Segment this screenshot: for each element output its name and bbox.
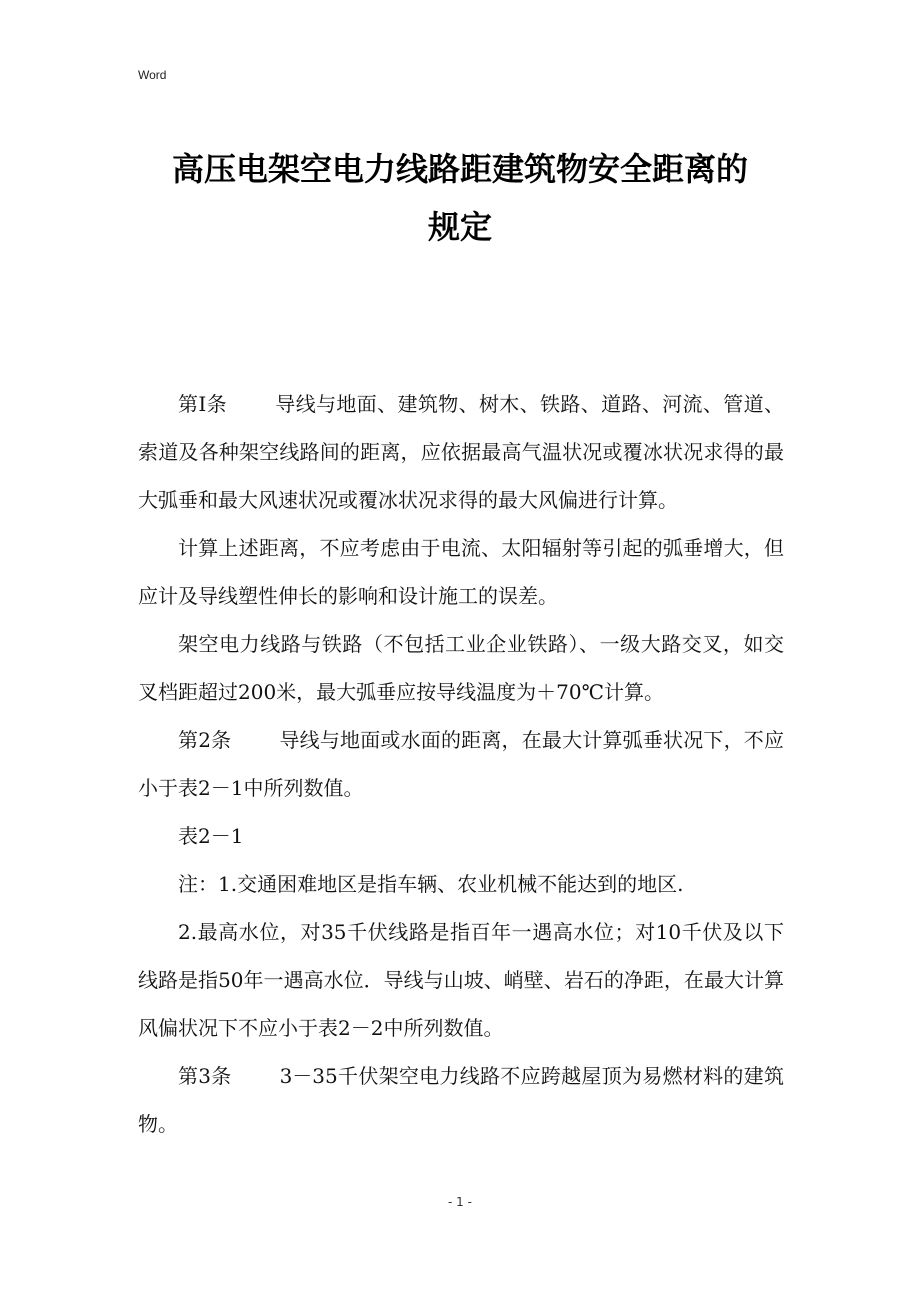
- document-title: [100, 140, 820, 256]
- paragraph-text: 表2－1: [178, 824, 244, 848]
- paragraph-article-3: [138, 1052, 784, 1148]
- paragraph-text: 导线与地面或水面的距离，在最大计算弧垂状况下，不应小于表2－1中所列数值。: [138, 728, 784, 800]
- paragraph-text: 3－35千伏架空电力线路不应跨越屋顶为易燃材料的建筑物。: [138, 1064, 784, 1136]
- header-label: Word: [138, 68, 167, 82]
- table-caption: [138, 812, 784, 860]
- paragraph-text: 2.最高水位，对35千伏线路是指百年一遇高水位；对10千伏及以下线路是指50年一遇高水位．导线与山坡、峭壁、岩石的净距，在最大计算风偏状况下不应小于表2－2中所列数值。: [138, 920, 784, 1040]
- article-number: 第Ⅰ条: [178, 392, 227, 416]
- document-body: [138, 380, 784, 1148]
- paragraph: [138, 620, 784, 716]
- note-paragraph: [138, 908, 784, 1052]
- paragraph-text: 导线与地面、建筑物、树木、铁路、道路、河流、管道、索道及各种架空线路间的距离，应依据最高气温状况或覆冰状况求得的最大弧垂和最大风速状况或覆冰状况求得的最大风偏进行计算。: [138, 392, 784, 512]
- paragraph-text: 计算上述距离，不应考虑由于电流、太阳辐射等引起的弧垂增大，但应计及导线塑性伸长的影响和设计施工的误差。: [138, 536, 784, 608]
- note-paragraph: [138, 860, 784, 908]
- article-number: 第2条: [178, 728, 232, 752]
- paragraph-article-2: [138, 716, 784, 812]
- article-number: 第3条: [178, 1064, 232, 1088]
- paragraph-text: 架空电力线路与铁路（不包括工业企业铁路）、一级大路交叉，如交叉档距超过200米，最大弧垂应按导线温度为＋70℃计算。: [138, 632, 784, 704]
- paragraph-article-1: [138, 380, 784, 524]
- title-line-2: 规定: [427, 208, 492, 246]
- page-number: - 1 -: [448, 1195, 472, 1209]
- paragraph: [138, 524, 784, 620]
- paragraph-text: 注：1.交通困难地区是指车辆、农业机械不能达到的地区.: [178, 872, 684, 896]
- title-line-1: 高压电架空电力线路距建筑物安全距离的: [171, 150, 748, 188]
